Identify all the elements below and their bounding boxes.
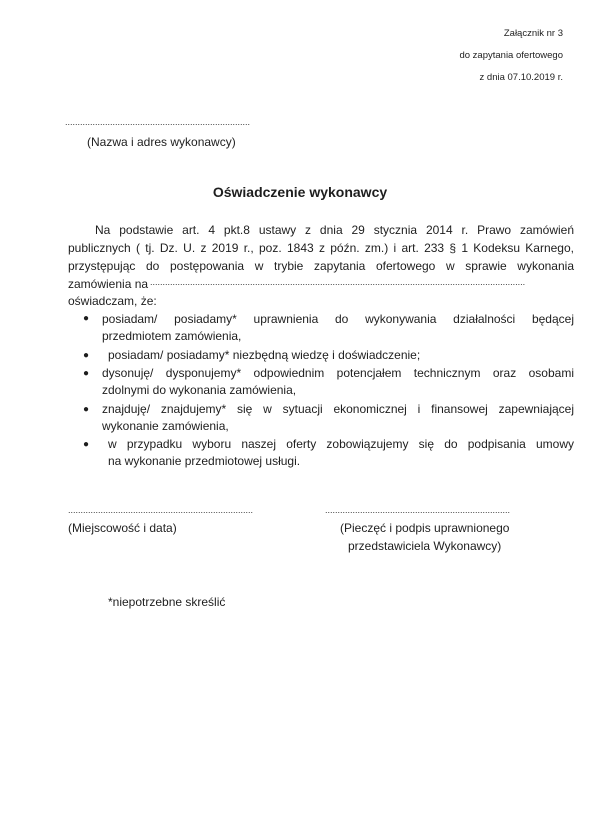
statement-1-line-1: posiadam/ posiadamy* uprawnienia do wykonywania działalności będącej	[102, 312, 574, 326]
intro-line-5: oświadczam, że:	[68, 294, 157, 308]
signature-dots: ..........................................................................	[325, 505, 511, 515]
statement-3-line-2: zdolnymi do wykonania zamówienia,	[102, 383, 297, 397]
statement-5-line-1: w przypadku wyboru naszej oferty zobowiązujemy się do podpisania umowy	[108, 437, 574, 451]
signature-label-line-2: przedstawiciela Wykonawcy)	[348, 539, 502, 553]
bullet-1: ●	[83, 313, 90, 324]
statement-2-line-1: posiadam/ posiadamy* niezbędną wiedzę i doświadczenie;	[108, 348, 421, 362]
contractor-label: (Nazwa i adres wykonawcy)	[87, 135, 236, 149]
statement-1-line-2: przedmiotem zamówienia,	[102, 329, 242, 343]
footnote: *niepotrzebne skreślić	[108, 595, 226, 609]
intro-line-3: przystępując do postępowania w trybie zapytania ofertowego w sprawie wykonania	[68, 259, 574, 273]
intro-line-2: publicznych ( tj. Dz. U. z 2019 r., poz. 1843 z późn. zm.) i art. 233 § 1 Kodeksu Karnego,	[68, 241, 574, 255]
statement-5-line-2: na wykonanie przedmiotowej usługi.	[108, 454, 301, 468]
bullet-2: ●	[83, 350, 90, 361]
attachment-reference: do zapytania ofertowego	[459, 50, 563, 61]
intro-line-1: Na podstawie art. 4 pkt.8 ustawy z dnia 29 stycznia 2014 r. Prawo zamówień	[95, 223, 574, 237]
attachment-date: z dnia 07.10.2019 r.	[479, 72, 563, 83]
bullet-4: ●	[83, 404, 90, 415]
place-date-label: (Miejscowość i data)	[68, 521, 177, 535]
place-date-dots: ..........................................................................	[68, 505, 254, 515]
bullet-5: ●	[83, 439, 90, 450]
signature-label-line-1: (Pieczęć i podpis uprawnionego	[340, 521, 510, 535]
contractor-dots: ..........................................................................	[65, 117, 251, 127]
attachment-number: Załącznik nr 3	[503, 28, 563, 39]
statement-4-line-1: znajduję/ znajdujemy* się w sytuacji ekonomicznej i finansowej zapewniającej	[102, 402, 574, 416]
statement-3-line-1: dysonuję/ dysponujemy* odpowiednim potencjałem technicznym oraz osobami	[102, 366, 574, 380]
bullet-3: ●	[83, 368, 90, 379]
intro-line-4-label: zamówienia na	[68, 277, 149, 291]
order-subject-dots: ......................................................................................................................................................	[150, 277, 526, 287]
statement-4-line-2: wykonanie zamówienia,	[102, 419, 229, 433]
document-title: Oświadczenie wykonawcy	[212, 184, 388, 200]
